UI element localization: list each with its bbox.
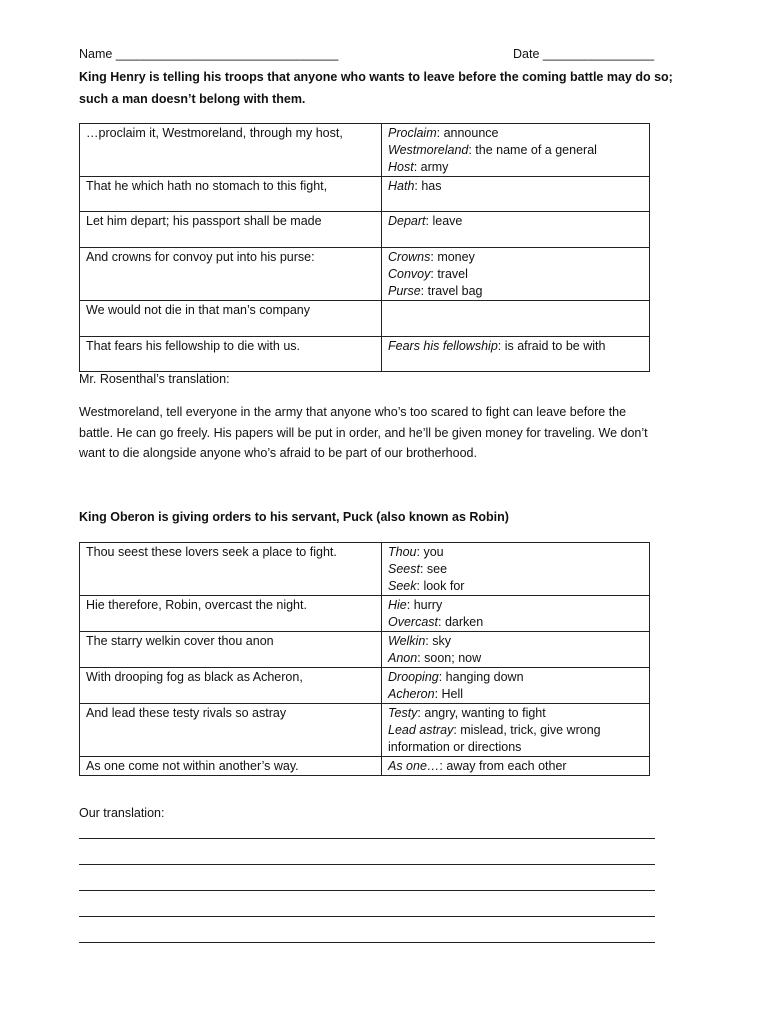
gloss-term: Depart	[388, 214, 426, 228]
table-row	[80, 124, 650, 177]
gloss-cell	[382, 124, 650, 177]
gloss-def: : away from each other	[439, 759, 567, 773]
oberon-gloss-table	[79, 542, 650, 776]
gloss-cell	[382, 596, 650, 632]
section1-intro-line2: such a man doesn’t belong with them.	[79, 92, 306, 106]
verse-line: That he which hath no stomach to this fight,	[80, 177, 382, 212]
gloss-cell	[382, 757, 650, 776]
table-row	[80, 668, 650, 704]
gloss-def: : see	[419, 562, 448, 576]
table-row	[80, 212, 650, 248]
translation-line: want to die alongside anyone who’s afraid to be part of our brotherhood.	[79, 446, 477, 460]
gloss-def: : announce	[436, 126, 499, 140]
verse-line: The starry welkin cover thou anon	[80, 632, 382, 668]
answer-line[interactable]	[79, 890, 655, 891]
henry-gloss-table	[79, 123, 650, 372]
verse-line: With drooping fog as black as Acheron,	[80, 668, 382, 704]
table-row	[80, 337, 650, 372]
gloss-def: : travel bag	[420, 284, 483, 298]
gloss-def: : hanging down	[438, 670, 524, 684]
gloss-def: : hurry	[406, 598, 443, 612]
translation-paragraph	[79, 402, 679, 464]
verse-line: That fears his fellowship to die with us.	[80, 337, 382, 372]
section1-intro-line1: King Henry is telling his troops that anyone who wants to leave before the coming battle may do so;	[79, 70, 673, 84]
verse-line: And crowns for convoy put into his purse:	[80, 248, 382, 301]
table-row	[80, 301, 650, 337]
gloss-term: Purse	[388, 284, 421, 298]
translation-label: Mr. Rosenthal’s translation:	[79, 372, 230, 386]
gloss-term: Westmoreland	[388, 143, 469, 157]
date-field-label: Date ________________	[513, 47, 655, 61]
answer-line[interactable]	[79, 916, 655, 917]
answer-line[interactable]	[79, 838, 655, 839]
gloss-def: : money	[430, 250, 475, 264]
verse-line: As one come not within another’s way.	[80, 757, 382, 776]
gloss-def: : mislead, trick, give wrong information or directions	[388, 723, 601, 754]
gloss-cell	[382, 301, 650, 337]
gloss-def: : travel	[430, 267, 468, 281]
answer-line[interactable]	[79, 942, 655, 943]
gloss-def: : Hell	[434, 687, 464, 701]
verse-line: Hie therefore, Robin, overcast the night.	[80, 596, 382, 632]
answer-line[interactable]	[79, 864, 655, 865]
gloss-cell	[382, 248, 650, 301]
translation-line: battle. He can go freely. His papers will be put in order, and he’ll be given money for traveling. We don’t	[79, 425, 648, 440]
table-row	[80, 596, 650, 632]
table-row	[80, 543, 650, 596]
gloss-cell	[382, 668, 650, 704]
gloss-term: Hath	[388, 179, 415, 193]
gloss-cell	[382, 543, 650, 596]
gloss-cell	[382, 212, 650, 248]
table-row	[80, 757, 650, 776]
gloss-def: : soon; now	[417, 651, 482, 665]
gloss-def: : you	[416, 545, 444, 559]
verse-line: And lead these testy rivals so astray	[80, 704, 382, 757]
gloss-term: Overcast	[388, 615, 439, 629]
gloss-term: Drooping	[388, 670, 439, 684]
gloss-term: Thou	[388, 545, 417, 559]
gloss-term: Seest	[388, 562, 420, 576]
gloss-cell	[382, 337, 650, 372]
gloss-term: Hie	[388, 598, 407, 612]
table-row	[80, 177, 650, 212]
gloss-term: Anon	[388, 651, 418, 665]
gloss-term: Host	[388, 160, 414, 174]
our-translation-label: Our translation:	[79, 806, 165, 820]
gloss-def: : look for	[416, 579, 465, 593]
gloss-def: : darken	[438, 615, 484, 629]
gloss-def: : leave	[425, 214, 463, 228]
gloss-term: Welkin	[388, 634, 426, 648]
section2-intro: King Oberon is giving orders to his servant, Puck (also known as Robin)	[79, 510, 509, 524]
gloss-cell	[382, 632, 650, 668]
gloss-def: : angry, wanting to fight	[417, 706, 546, 720]
gloss-cell	[382, 177, 650, 212]
gloss-term: As one…	[388, 759, 440, 773]
table-row	[80, 704, 650, 757]
name-field-label: Name ________________________________	[79, 47, 339, 61]
table-row	[80, 248, 650, 301]
gloss-def: : has	[414, 179, 442, 193]
gloss-def: : the name of a general	[468, 143, 597, 157]
translation-line: Westmoreland, tell everyone in the army that anyone who’s too scared to fight can leave before the	[79, 405, 627, 419]
gloss-def: : sky	[425, 634, 451, 648]
gloss-term: Lead astray	[388, 723, 454, 737]
verse-line: We would not die in that man’s company	[80, 301, 382, 337]
verse-line: …proclaim it, Westmoreland, through my host,	[80, 124, 382, 177]
gloss-term: Testy	[388, 706, 418, 720]
gloss-term: Convoy	[388, 267, 431, 281]
table-row	[80, 632, 650, 668]
gloss-term: Proclaim	[388, 126, 437, 140]
gloss-term: Seek	[388, 579, 417, 593]
gloss-def: : is afraid to be with	[497, 339, 606, 353]
verse-line: Thou seest these lovers seek a place to fight.	[80, 543, 382, 596]
gloss-term: Fears his fellowship	[388, 339, 498, 353]
gloss-term: Crowns	[388, 250, 431, 264]
gloss-term: Acheron	[388, 687, 435, 701]
gloss-cell	[382, 704, 650, 757]
gloss-def: : army	[413, 160, 449, 174]
verse-line: Let him depart; his passport shall be made	[80, 212, 382, 248]
